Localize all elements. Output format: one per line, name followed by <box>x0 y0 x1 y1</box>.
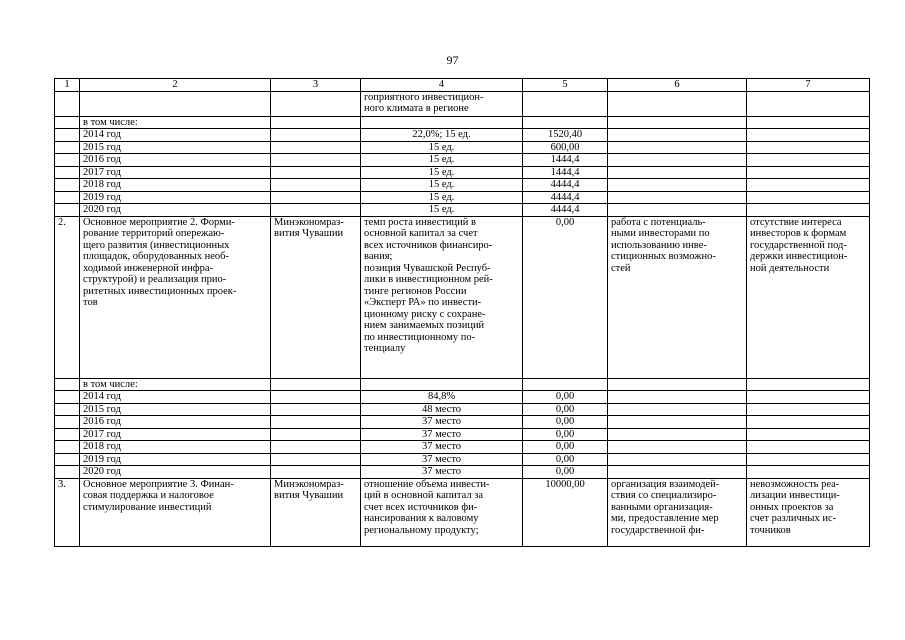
table-row <box>55 141 870 154</box>
indicator-cell: 15 ед. <box>361 179 523 192</box>
year-cell: 2018 год <box>80 179 271 192</box>
indicator-cell: 15 ед. <box>361 191 523 204</box>
amount-cell: 4444,4 <box>523 179 608 192</box>
table-row <box>55 191 870 204</box>
year-cell: 2017 год <box>80 428 271 441</box>
table-row <box>55 179 870 192</box>
indicator-cell: 15 ед. <box>361 154 523 167</box>
indicator-cell: 37 место <box>361 441 523 454</box>
header-col-7: 7 <box>747 79 870 92</box>
year-cell: 2020 год <box>80 204 271 217</box>
table-row <box>55 204 870 217</box>
table-row <box>55 154 870 167</box>
table-row <box>55 391 870 404</box>
table-row <box>55 428 870 441</box>
indicator-cell: 22,0%; 15 ед. <box>361 129 523 142</box>
year-cell: 2015 год <box>80 141 271 154</box>
table-row <box>55 453 870 466</box>
activity-3-row <box>55 478 870 546</box>
activity-name: Основное мероприятие 3. Финан- совая поддержка и налоговое стимулирование инвестиций <box>80 478 271 546</box>
amount-cell: 1444,4 <box>523 154 608 167</box>
group1-subheader-row <box>55 116 870 129</box>
activity-executor: Минэкономраз- вития Чувашии <box>271 216 361 378</box>
year-cell: 2016 год <box>80 154 271 167</box>
program-table <box>54 78 870 547</box>
activity-risks: невозможность реа- лизации инвестици- онных проектов за счет различных ис- точников <box>747 478 870 546</box>
indicator-cell: 37 место <box>361 466 523 479</box>
year-cell: 2015 год <box>80 403 271 416</box>
header-row <box>55 79 870 92</box>
year-cell: 2014 год <box>80 129 271 142</box>
amount-cell: 4444,4 <box>523 204 608 217</box>
activity-amount: 0,00 <box>523 216 608 378</box>
amount-cell: 0,00 <box>523 428 608 441</box>
continuation-row <box>55 91 870 116</box>
header-col-1: 1 <box>55 79 80 92</box>
table-row <box>55 416 870 429</box>
amount-cell: 0,00 <box>523 416 608 429</box>
activity-number: 2. <box>55 216 80 378</box>
year-cell: 2020 год <box>80 466 271 479</box>
year-cell: 2018 год <box>80 441 271 454</box>
activity-amount: 10000,00 <box>523 478 608 546</box>
indicator-cell: 48 место <box>361 403 523 416</box>
group2-subheader-row <box>55 378 870 391</box>
activity-number: 3. <box>55 478 80 546</box>
indicator-cell: 84,8% <box>361 391 523 404</box>
year-cell: 2019 год <box>80 191 271 204</box>
amount-cell: 0,00 <box>523 441 608 454</box>
amount-cell: 0,00 <box>523 403 608 416</box>
continuation-indicator: гоприятного инвестицион- ного климата в регионе <box>361 91 523 116</box>
amount-cell: 0,00 <box>523 453 608 466</box>
header-col-5: 5 <box>523 79 608 92</box>
indicator-cell: 37 место <box>361 416 523 429</box>
activity-2-row <box>55 216 870 378</box>
indicator-cell: 37 место <box>361 428 523 441</box>
table-row <box>55 403 870 416</box>
year-cell: 2017 год <box>80 166 271 179</box>
header-col-2: 2 <box>80 79 271 92</box>
table-row <box>55 129 870 142</box>
in-that-label: в том числе: <box>80 116 271 129</box>
activity-indicator: темп роста инвестиций в основной капитал за счет всех источников финансиро- вания; позиция Чувашской Респуб- лики в инвестиционном рей- тинге регионов России «Эксперт РА» по инвести- ционному риску с сохране- нием занимаемых позиций по инвестиционному по- тенциалу <box>361 216 523 378</box>
activity-relation: организация взаимодей- ствия со специализиро- ванными организация- ми, предоставление мер государственной фи- <box>608 478 747 546</box>
year-cell: 2019 год <box>80 453 271 466</box>
amount-cell: 1520,40 <box>523 129 608 142</box>
amount-cell: 0,00 <box>523 466 608 479</box>
indicator-cell: 15 ед. <box>361 204 523 217</box>
year-cell: 2016 год <box>80 416 271 429</box>
activity-risks: отсутствие интереса инвесторов к формам государственной под- держки инвестицион- ной деятельности <box>747 216 870 378</box>
year-cell: 2014 год <box>80 391 271 404</box>
amount-cell: 600,00 <box>523 141 608 154</box>
header-col-4: 4 <box>361 79 523 92</box>
header-col-6: 6 <box>608 79 747 92</box>
activity-name: Основное мероприятие 2. Форми- рование территорий опережаю- щего развития (инвестиционных площадок, оборудованных необ- ходимой инженерной инфра- структурой) и реализация прио- ритетных инвестиционных проек- тов <box>80 216 271 378</box>
in-that-label: в том числе: <box>80 378 271 391</box>
amount-cell: 4444,4 <box>523 191 608 204</box>
indicator-cell: 15 ед. <box>361 166 523 179</box>
activity-executor: Минэкономраз- вития Чувашии <box>271 478 361 546</box>
table-row <box>55 166 870 179</box>
activity-relation: работа с потенциаль- ными инвесторами по использованию инве- стиционных возможно- стей <box>608 216 747 378</box>
indicator-cell: 37 место <box>361 453 523 466</box>
indicator-cell: 15 ед. <box>361 141 523 154</box>
table-row <box>55 441 870 454</box>
table-row <box>55 466 870 479</box>
activity-indicator: отношение объема инвести- ций в основной капитал за счет всех источников фи- нансирования к валовому региональному продукту; <box>361 478 523 546</box>
header-col-3: 3 <box>271 79 361 92</box>
page-number: 97 <box>446 53 459 67</box>
amount-cell: 0,00 <box>523 391 608 404</box>
amount-cell: 1444,4 <box>523 166 608 179</box>
